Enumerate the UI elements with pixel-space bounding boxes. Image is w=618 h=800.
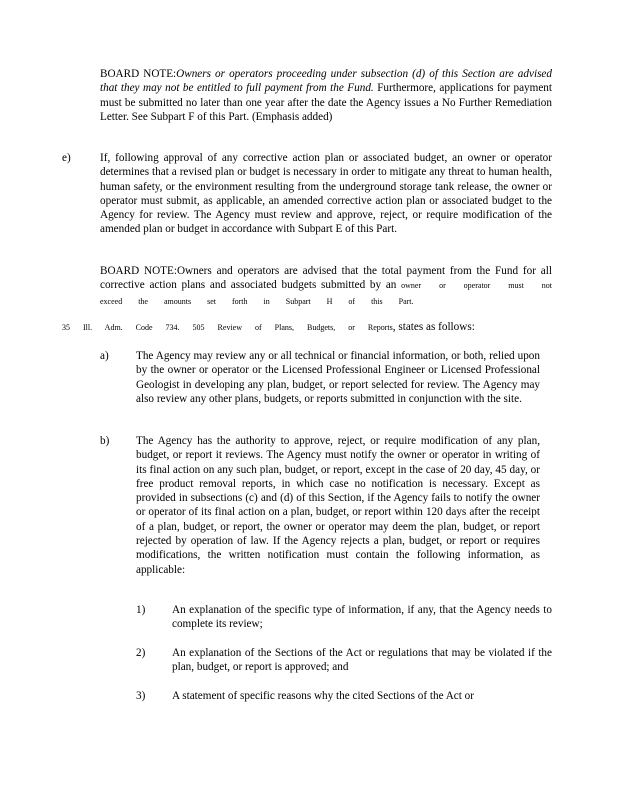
citation-line (62, 320, 562, 335)
board-note-1-italic: Owners or operators proceeding under subsection (d) of this Section are advised that they may not be entitled to full payment from the Fund. (100, 68, 552, 95)
board-note-2-text: Owners and operators are advised that the total payment from the Fund for all corrective action plans and associated budgets submitted by an (100, 265, 552, 292)
item-e-text: If, following approval of any corrective action plan or associated budget, an owner or operator determines that a revised plan or budget is necessary in order to mitigate any threat to human health, human safety, or the environment resulting from the underground storage tank release, the owner or operator must submit, as applicable, an amended corrective action plan or associated budget to the Agency for review. The Agency must review and approve, reject, or require modification of the amended plan or budget in accordance with Subpart E of this Part. (100, 152, 552, 236)
item-a-text: The Agency may review any or all technical or financial information, or both, relied upon by the owner or operator or the Licensed Professional Engineer or Licensed Professional Geologist in developing any plan, budget, or report selected for review. The Agency may also review any other plans, budgets, or reports submitted in conjunction with the site. (136, 350, 540, 405)
board-note-1 (100, 67, 552, 124)
sub-item-1-text: An explanation of the specific type of information, if any, that the Agency needs to complete its review; (172, 604, 552, 631)
board-note-1-text: Furthermore, applications for payment must be submitted no later than one year after the date the Agency issues a No Further Remediation Letter. See Subpart F of this Part. (Emphasis added) (100, 82, 552, 123)
board-note-2-label: BOARD NOTE: (100, 265, 177, 277)
citation-text: , states as follows: (392, 321, 475, 333)
board-note-2-small: owner or operator must not exceed the amounts set forth in Subpart H of this Part. (100, 281, 552, 306)
sub-item-1-marker: 1) (136, 604, 146, 616)
board-note-2 (100, 264, 552, 309)
item-e-marker: e) (62, 152, 71, 164)
item-b-text: The Agency has the authority to approve, reject, or require modification of any plan, budget, or report it reviews. The Agency must notify the owner or operator in writing of its final action on any such plan, budget, or report, except in the case of 20 day, 45 day, or free product removal reports, in which case no notification is necessary. Except as provided in subsections (c) and (d) of this Section, if the Agency fails to notify the owner or operator of its final action on a plan, budget, or report within 120 days after the receipt of a plan, budget, or report, the owner or operator may deem the plan, budget, or report rejected by operation of law. If the Agency rejects a plan, budget, or report or requires modifications, the written notification must contain the following information, as applicable: (136, 435, 540, 576)
sub-item-2-marker: 2) (136, 647, 146, 659)
sub-item-3-text: A statement of specific reasons why the cited Sections of the Act or (172, 690, 474, 702)
sub-item-2-text: An explanation of the Sections of the Act or regulations that may be violated if the plan, budget, or report is approved; and (172, 647, 552, 674)
board-note-1-label: BOARD NOTE: (100, 68, 177, 80)
sub-item-3-marker: 3) (136, 690, 146, 702)
citation-small: 35 Ill. Adm. Code 734. 505 Review of Plans, Budgets, or Reports (62, 323, 393, 332)
item-b-marker: b) (100, 435, 110, 447)
item-a-marker: a) (100, 350, 109, 362)
